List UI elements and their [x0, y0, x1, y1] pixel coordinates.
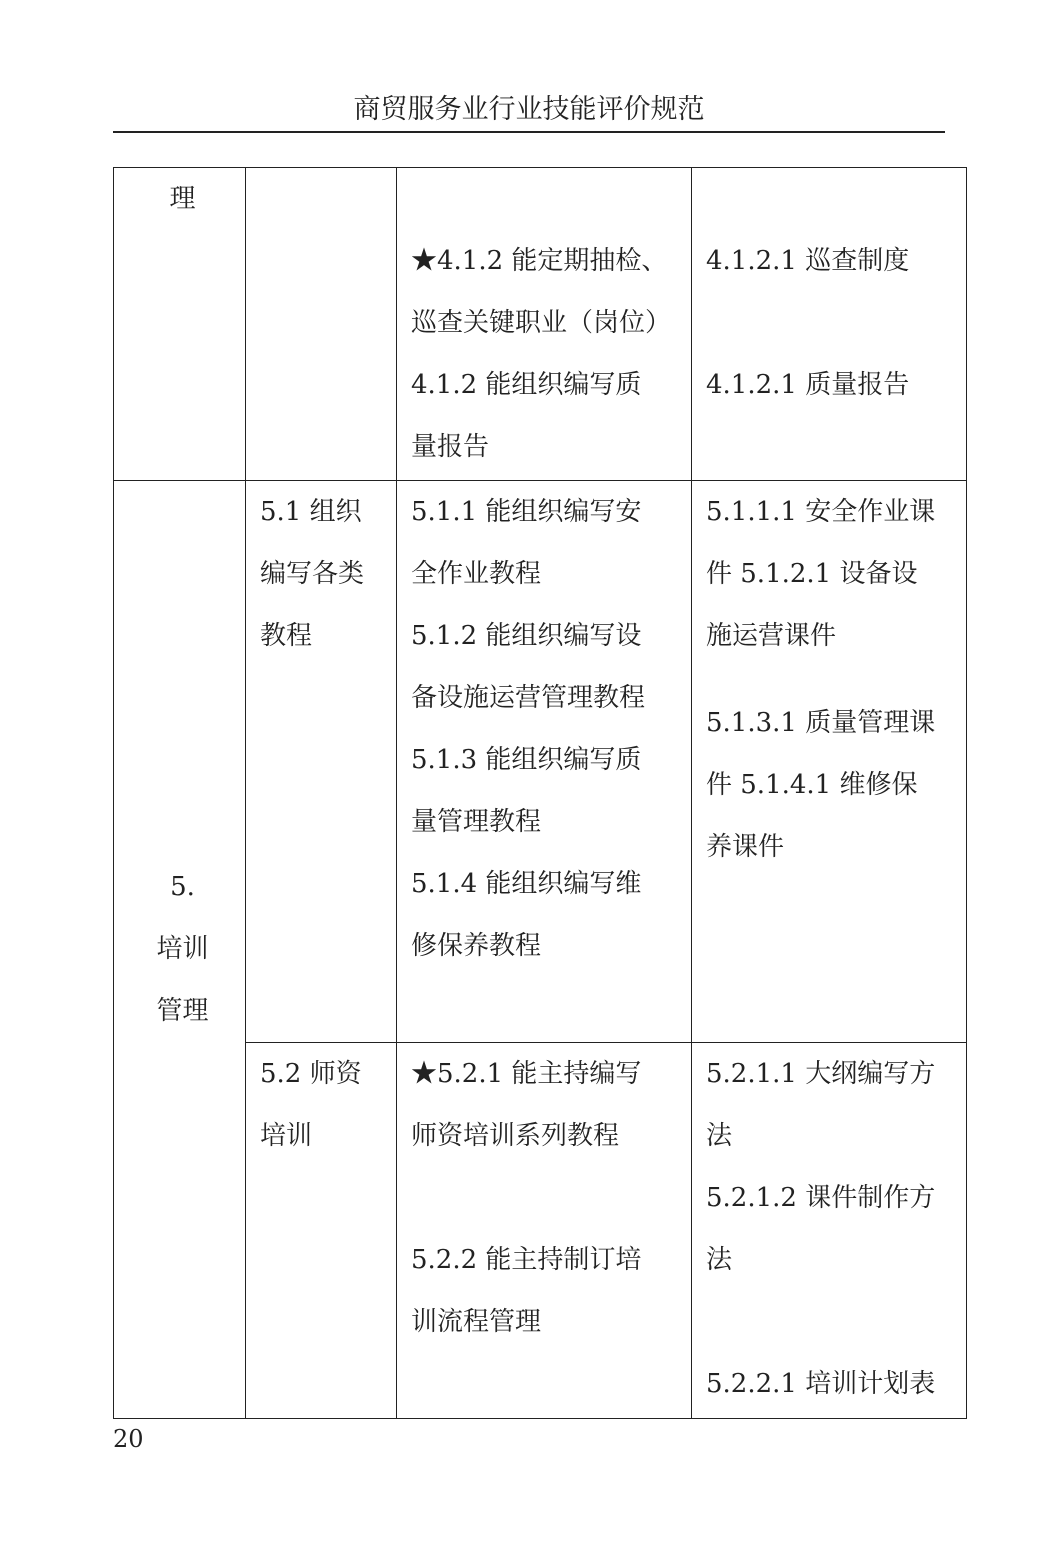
skill-requirement-text: 5.1.4 能组织编写维 [411, 869, 642, 899]
related-knowledge-text: 4.1.2.1 质量报告 [706, 370, 910, 400]
related-knowledge-text: 养课件 [706, 832, 785, 862]
category-text: 5. [170, 872, 195, 902]
skill-requirement-text: ★5.2.1 能主持编写 [411, 1059, 642, 1089]
skill-spec-table [113, 167, 967, 1419]
category-text: 理 [169, 184, 196, 214]
work-content-text: 教程 [260, 621, 313, 651]
skill-requirement-text: ★4.1.2 能定期抽检、 [411, 246, 668, 276]
related-knowledge-text: 法 [706, 1121, 733, 1151]
related-knowledge-text: 5.1.1.1 安全作业课 [706, 497, 936, 527]
skill-requirement-cell [397, 1043, 692, 1419]
skill-requirement-text: 备设施运营管理教程 [411, 683, 646, 713]
related-knowledge-cell [692, 168, 967, 481]
skill-requirement-cell [397, 481, 692, 1043]
related-knowledge-text: 施运营课件 [706, 621, 837, 651]
related-knowledge-text: 4.1.2.1 巡查制度 [706, 246, 910, 276]
category-cell [114, 481, 246, 1419]
category-cell [114, 168, 246, 481]
skill-requirement-text: 5.1.2 能组织编写设 [411, 621, 642, 651]
page-number: 20 [113, 1425, 144, 1453]
related-knowledge-text: 件 5.1.4.1 维修保 [706, 770, 918, 800]
work-content-cell [246, 1043, 397, 1419]
skill-requirement-text: 5.1.3 能组织编写质 [411, 745, 642, 775]
related-knowledge-text: 5.2.2.1 培训计划表 [706, 1369, 936, 1399]
skill-requirement-text: 量管理教程 [411, 807, 542, 837]
skill-requirement-text: 全作业教程 [411, 559, 542, 589]
related-knowledge-text: 法 [706, 1245, 733, 1275]
related-knowledge-text: 5.1.3.1 质量管理课 [706, 708, 936, 738]
work-content-cell [246, 481, 397, 1043]
related-knowledge-cell [692, 481, 967, 1043]
table-row [114, 168, 967, 481]
related-knowledge-text: 件 5.1.2.1 设备设 [706, 559, 918, 589]
skill-requirement-cell [397, 168, 692, 481]
page-header-title: 商贸服务业行业技能评价规范 [353, 94, 705, 125]
related-knowledge-text: 5.2.1.1 大纲编写方 [706, 1059, 936, 1089]
skill-requirement-text: 5.1.1 能组织编写安 [411, 497, 642, 527]
work-content-text: 编写各类 [260, 559, 365, 589]
related-knowledge-text: 5.2.1.2 课件制作方 [706, 1183, 936, 1213]
skill-requirement-text: 5.2.2 能主持制订培 [411, 1245, 642, 1275]
category-text: 培训 [156, 934, 209, 964]
work-content-text: 培训 [260, 1121, 313, 1151]
skill-requirement-text: 4.1.2 能组织编写质 [411, 370, 642, 400]
category-text: 管理 [156, 996, 209, 1026]
table-row [114, 481, 967, 1043]
skill-requirement-text: 巡查关键职业（岗位） [411, 308, 672, 338]
skill-requirement-text: 师资培训系列教程 [411, 1121, 620, 1151]
header-divider [113, 131, 945, 133]
skill-requirement-text: 训流程管理 [411, 1307, 542, 1337]
skill-requirement-text: 修保养教程 [411, 931, 542, 961]
work-content-text: 5.1 组织 [260, 497, 362, 527]
work-content-text: 5.2 师资 [260, 1059, 362, 1089]
work-content-cell [246, 168, 397, 481]
related-knowledge-cell [692, 1043, 967, 1419]
skill-requirement-text: 量报告 [411, 432, 490, 462]
